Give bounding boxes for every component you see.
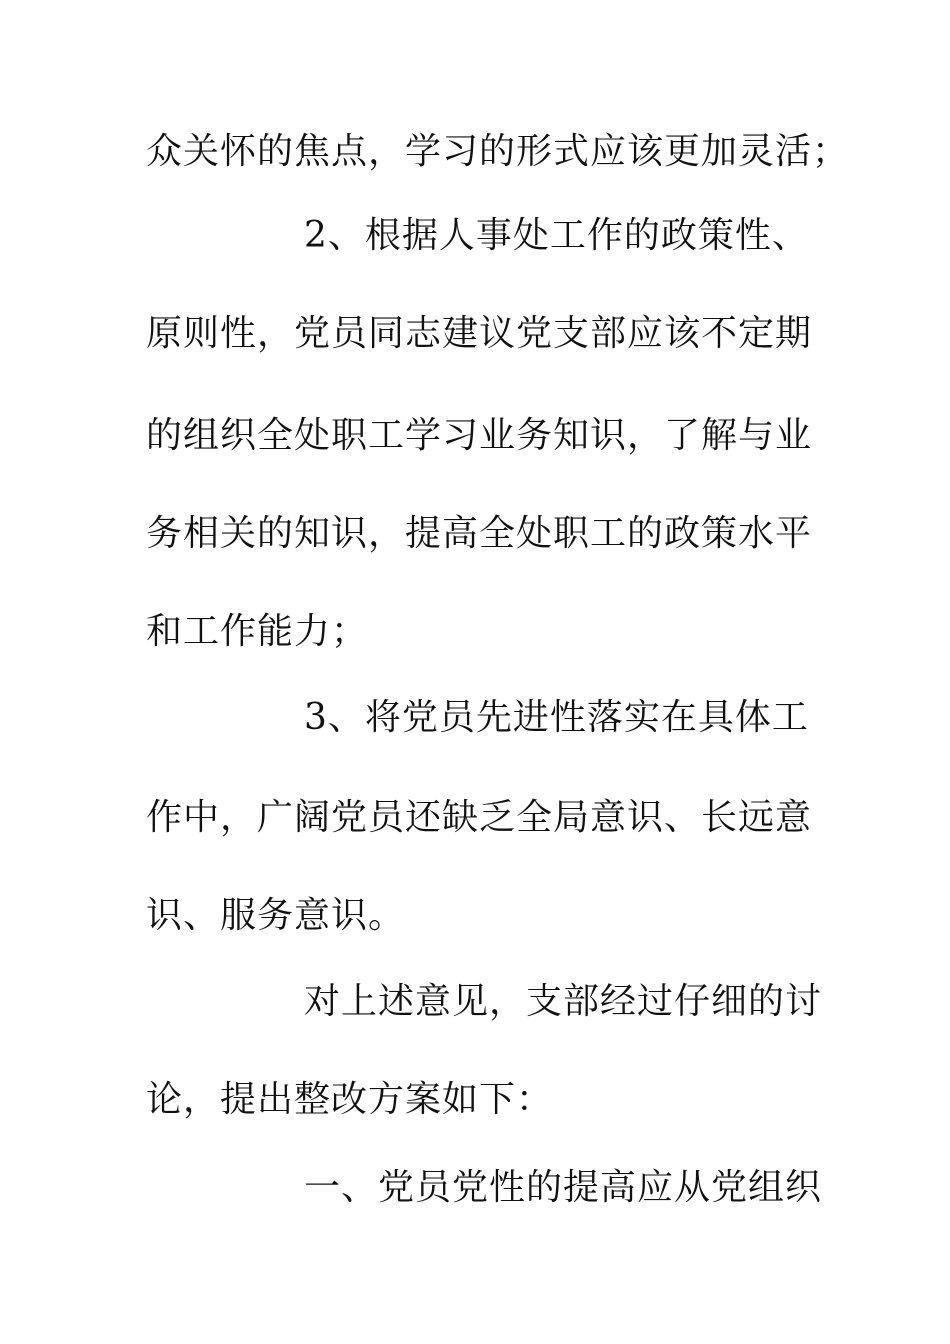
- text-line: 对上述意见，支部经过仔细的讨: [304, 981, 823, 1022]
- text-line: 原则性，党员同志建议党支部应该不定期: [146, 313, 813, 354]
- text-line: 2、根据人事处工作的政策性、: [304, 215, 809, 256]
- text-line: 论，提出整改方案如下：: [146, 1079, 554, 1120]
- text-line: 务相关的知识，提高全处职工的政策水平: [146, 513, 813, 554]
- text-line: 众关怀的焦点，学习的形式应该更加灵活；: [146, 131, 850, 172]
- text-line: 3、将党员先进性落实在具体工: [304, 697, 809, 738]
- text-line: 识、服务意识。: [146, 895, 406, 936]
- text-line: 的组织全处职工学习业务知识，了解与业: [146, 415, 813, 456]
- text-line: 和工作能力；: [146, 611, 369, 652]
- text-line: 一、党员党性的提高应从党组织: [304, 1167, 823, 1208]
- text-line: 作中，广阔党员还缺乏全局意识、长远意: [146, 797, 813, 838]
